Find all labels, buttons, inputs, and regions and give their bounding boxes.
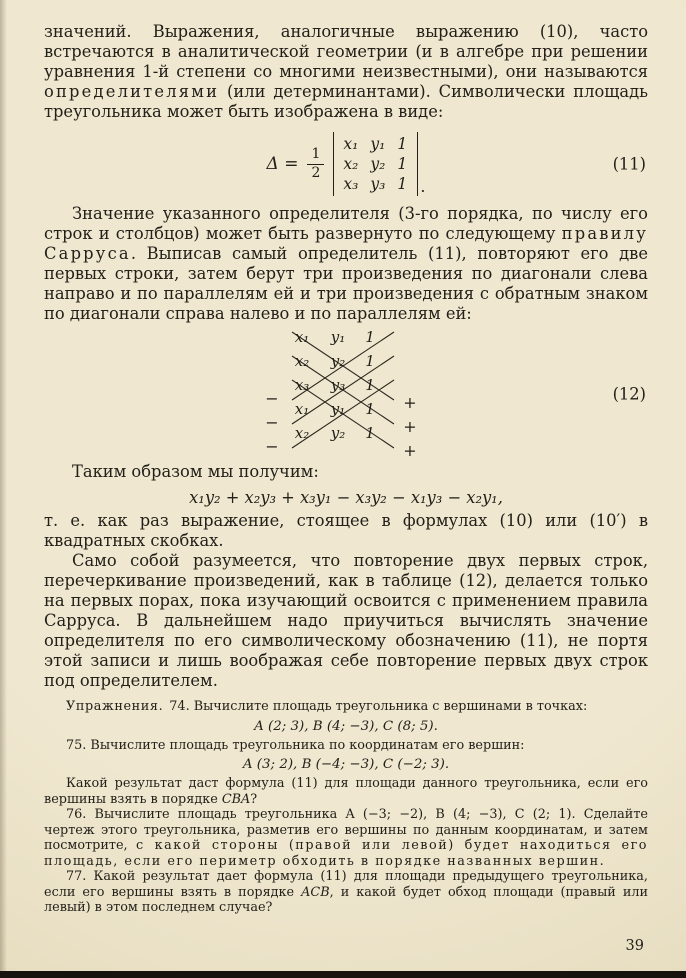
matrix-cell: y₂ [370,155,386,173]
matrix-cell: y₃ [370,175,386,193]
exercise-75-coordinates: A (3; 2), B (−4; −3), C (−2; 3). [242,757,450,772]
equation-11 [44,132,648,196]
fraction-numerator: 1 [307,147,324,164]
matrix-cell: x₃ [343,175,359,193]
matrix-row [343,154,408,174]
minus-sign: − [265,413,279,432]
sarrus-cell: y₁ [330,400,346,418]
plus-sign: + [403,417,417,436]
text-run: 77. Какой результат дает формула (11) для площади предыдущего треугольника, если его вершины взять в порядке [44,869,648,900]
minus-sign: − [265,389,279,408]
plus-sign: + [403,393,417,412]
sarrus-cell: y₂ [330,352,346,370]
matrix-cell: 1 [397,175,408,193]
exercise-74 [44,699,648,715]
exercise-75-question [44,776,648,807]
sarrus-cell: x₂ [294,424,310,442]
minus-sign: − [265,437,279,456]
equation-lhs: Δ = [266,154,299,174]
exercise-76 [44,807,648,869]
matrix-row [343,134,408,154]
text-run: . Выписав самый определитель (11), повторяют его две первых строки, затем берут три произведения по диагонали слева направо и по параллелям ей и три произведения с обратным знаком по диагонали справа налево и по параллелям ей: [44,244,648,323]
paragraph-thus: Таким образом мы получим: [72,462,319,481]
emphasized-run: с какой стороны (правой или левой) будет находиться его площадь, если его периметр обходить в порядке названных вершин. [44,838,648,869]
sarrus-cell: y₃ [330,376,346,394]
plus-sign: + [403,441,417,460]
matrix-cell: 1 [397,135,408,153]
sarrus-cell: 1 [365,400,375,418]
emphasized-term-determinants: определителями [44,82,220,101]
text-run: Какой результат даст формула (11) для площади данного треугольника, если его вершины взять в порядке [44,776,648,807]
vertex-order-acb: ACB [301,884,330,900]
exercises-section [44,699,648,916]
scan-bottom-strip [0,971,686,978]
emphasized-term-sarrus: правилу Сарруса [44,224,648,263]
matrix-cell: x₁ [343,135,359,153]
sarrus-cell: y₁ [330,328,346,346]
text-run: , и какой будет обход площади (правый или левый) в этом последнем случае? [44,884,649,915]
sarrus-cell: 1 [365,376,375,394]
sarrus-cell: x₃ [294,376,310,394]
sarrus-cell: x₁ [294,328,310,346]
sarrus-cell: 1 [365,328,375,346]
exercise-75: 75. Вычислите площадь треугольника по координатам его вершин: [66,737,525,753]
sarrus-cell: x₂ [294,352,310,370]
paragraph-ie: т. е. как раз выражение, стоящее в формулах (10) или (10′) в квадратных скобках. [44,511,648,550]
sarrus-cell: 1 [365,424,375,442]
matrix-row [343,174,408,194]
vertex-order-cba: CBA [221,791,251,807]
sarrus-scheme [196,326,496,462]
equation-period: . [420,177,426,196]
text-run: значений. Выражения, аналогичные выражению (10), часто встречаются в аналитической геометрии (и в алгебре при решении уравнения 1-й степени со многими неизвестными), они называются [44,22,648,81]
matrix-cell: 1 [397,155,408,173]
sarrus-cell: x₁ [294,400,310,418]
equation-number-12: (12) [612,384,646,404]
matrix-cell: y₁ [370,135,386,153]
text-run: (или детерминантами). Символически площадь треугольника может быть изображена в виде: [44,82,648,121]
text-run: Значение указанного определителя (3-го порядка, по числу его строк и столбцов) может быть развернуто по следующему [44,204,648,243]
matrix-cell: x₂ [343,155,359,173]
sarrus-cell: y₂ [330,424,346,442]
paragraph-sarrus-rule [44,204,648,324]
equation-number-11: (11) [612,154,646,174]
exercise-77 [44,869,648,916]
formula-expanded: x₁y₂ + x₂y₃ + x₃y₁ − x₃y₂ − x₁y₃ − x₂y₁, [189,488,503,507]
exercise-74-coordinates: A (2; 3), B (4; −3), C (8; 5). [254,718,438,734]
text-run: 76. Вычислите площадь треугольника A (−3; −2), B (4; −3), C (2; 1). Сделайте чертеж этого треугольника, разметив его вершины по данным координатам, и затем посмотрите, [44,807,648,853]
page-number: 39 [625,938,644,954]
determinant-matrix [333,132,418,196]
paragraph-remark: Само собой разумеется, что повторение двух первых строк, перечеркивание произведений, как в таблице (12), делается только на первых порах, пока изучающий освоится с применением правила Сарруса. В дальнейшем надо приучиться вычислять значение определителя по его символическому обозначению (11), не портя этой записи и лишь воображая себе повторение первых двух строк под определителем. [44,551,648,690]
sarrus-cell: 1 [365,352,375,370]
fraction-one-half [307,147,324,181]
text-run: ? [250,791,258,807]
fraction-denominator: 2 [311,164,321,181]
paragraph-intro [44,22,648,122]
sarrus-scheme-figure [44,326,648,462]
exercises-heading: Упражнения. [66,699,164,714]
text-run: 74. Вычислите площадь треугольника с вершинами в точках: [169,699,588,714]
